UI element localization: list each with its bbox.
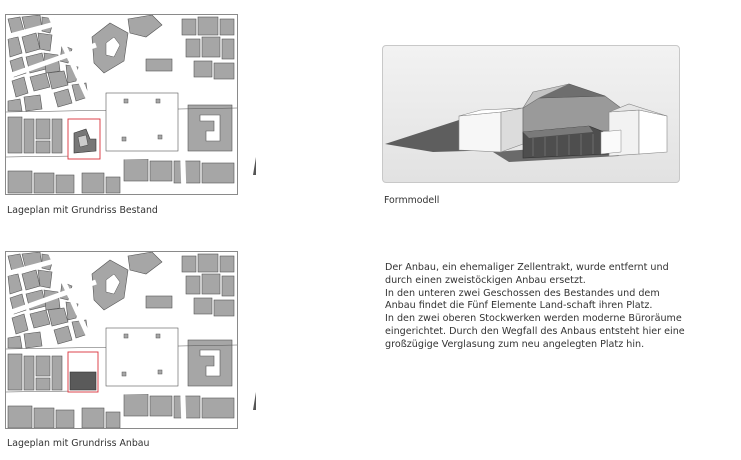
caption-form-model: Formmodell [384, 195, 440, 206]
site-plan-existing [5, 14, 238, 195]
caption-site-plan-extension: Lageplan mit Grundriss Anbau [7, 438, 150, 449]
description-text [385, 262, 685, 352]
north-marker [253, 392, 256, 410]
north-marker [253, 157, 256, 175]
site-plan-existing-drawing [6, 15, 237, 194]
description-paragraph: In den zwei oberen Stockwerken werden moderne Büroräume eingerichtet. Durch den Wegfall des Anbaus entsteht hier eine großzügige Verglasung zum neu angelegten Platz hin. [385, 313, 685, 350]
site-plan-extension [5, 251, 238, 429]
description-paragraph: Der Anbau, ein ehemaliger Zellentrakt, wurde entfernt und durch einen zweistöckigen Anbau ersetzt. [385, 262, 669, 286]
form-model-drawing [383, 46, 679, 182]
site-plan-extension-drawing [6, 252, 237, 428]
caption-site-plan-existing: Lageplan mit Grundriss Bestand [7, 205, 158, 216]
description-paragraph: In den unteren zwei Geschossen des Bestandes und dem Anbau findet die Fünf Elemente Land-schaft ihren Platz. [385, 287, 660, 312]
form-model-image [382, 45, 680, 183]
